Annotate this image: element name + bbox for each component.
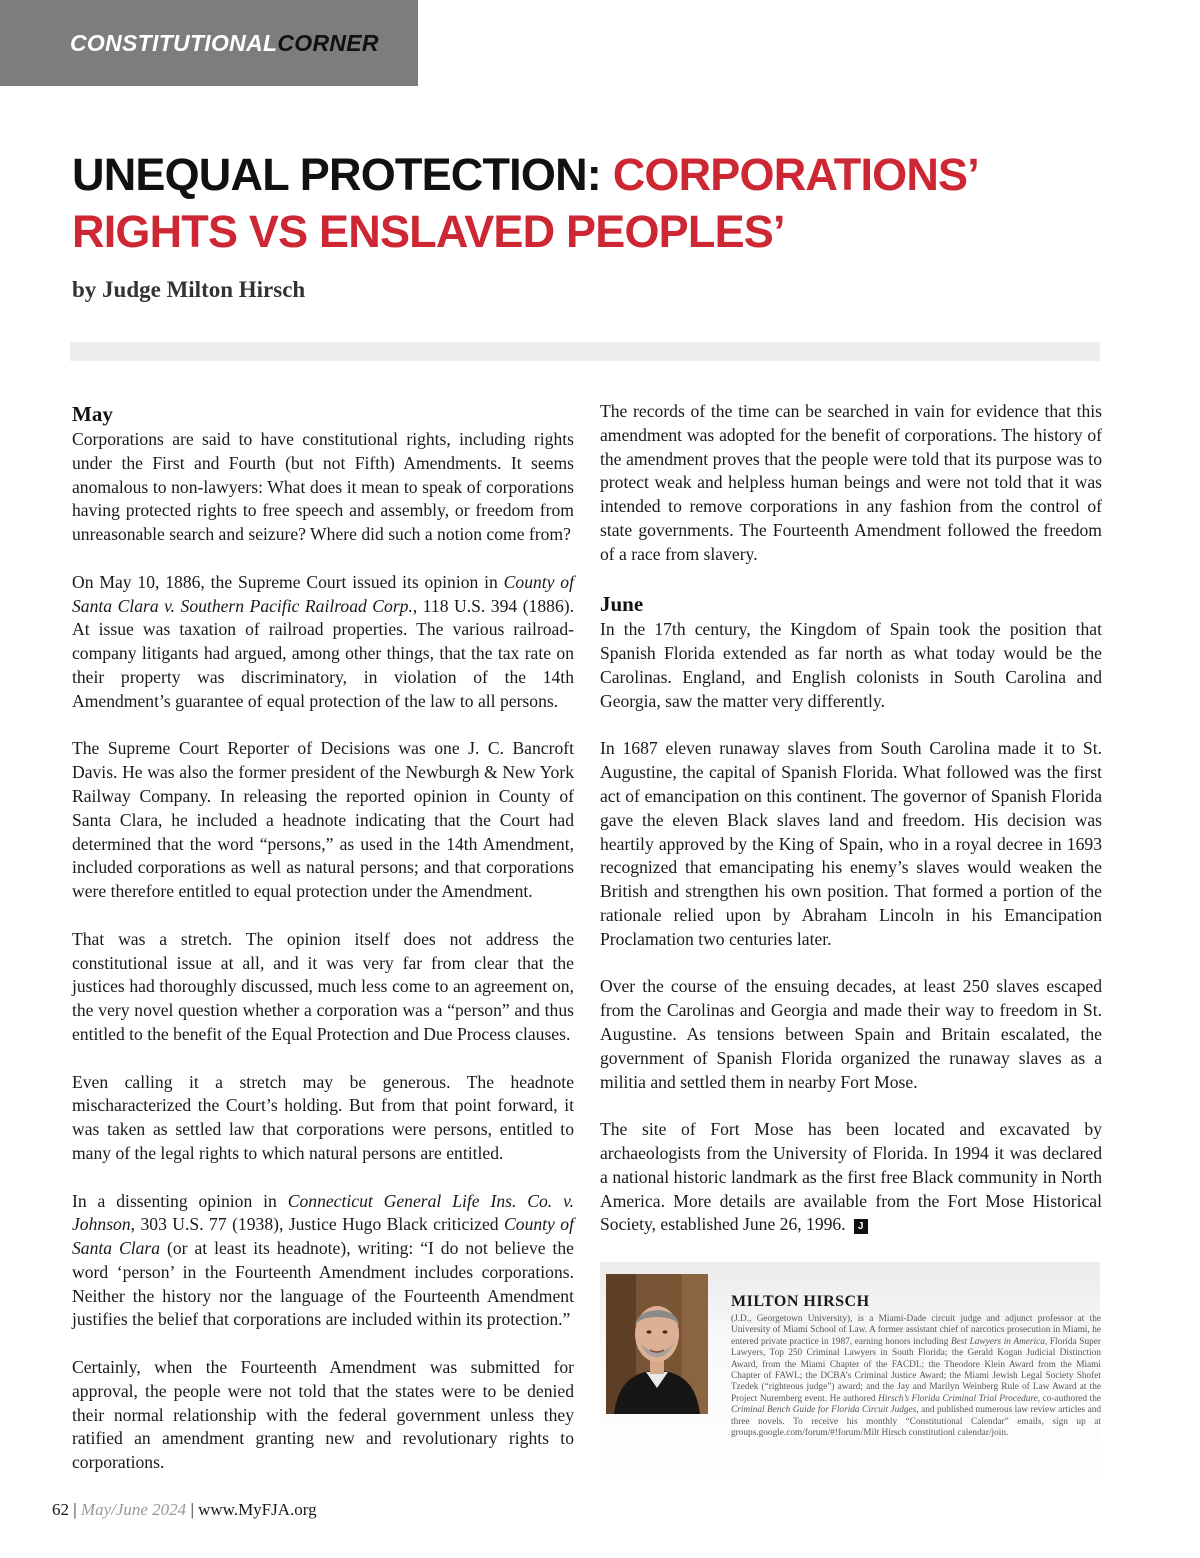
text-run: (or at least its headnote), writing: “I do not believe the word ‘person’ in the Fourteenth Amendment includes corporations. Neither the history nor the language of the Fourteenth Amendment justifies the belief that corporations are included within its protection.”	[72, 1238, 574, 1330]
paragraph	[72, 571, 574, 714]
section-label-part2: CORNER	[277, 30, 379, 56]
paragraph	[72, 1190, 574, 1333]
italic-title: Best Lawyers in America	[950, 1336, 1045, 1347]
paragraph: The Supreme Court Reporter of Decisions was one J. C. Bancroft Davis. He was also the former president of the Newburgh & New York Railway Company. In releasing the reported opinion in County of Santa Clara, he included a headnote indicating that the Court had determined that the word “persons,” as used in the 14th Amendment, included corporations as well as natural persons; and that corporations were therefore entitled to equal protection under the Amendment.	[72, 738, 574, 902]
paragraph: In the 17th century, the Kingdom of Spain took the position that Spanish Florida extended as far north as what today would be the Carolinas. England, and English colonists in South Carolina and Georgia, saw the matter very differently.	[600, 619, 1102, 711]
section-label-part1: CONSTITUTIONAL	[70, 30, 278, 56]
paragraph	[600, 1118, 1102, 1237]
author-photo	[606, 1274, 708, 1414]
paragraph: In 1687 eleven runaway slaves from South Carolina made it to St. Augustine, the capital of Spanish Florida. What followed was the first act of emancipation on this continent. The governor of Spanish Florida gave the eleven Black slaves land and freedom. His decision was heartily approved by the King of Spain, who in a royal decree in 1693 recognized that emancipating his enemy’s slaves would weaken the British and strengthen his own position. That formed a portion of the rationale relied upon by Abraham Lincoln in his Emancipation Proclamation two centuries later.	[600, 738, 1102, 949]
paragraph: Over the course of the ensuing decades, at least 250 slaves escaped from the Carolinas and Georgia and made their way to freedom in St. Augustine. As tensions between Spain and Britain escalated, the government of Spanish Florida organized the runaway slaves as a militia and settled them in nearby Fort Mose.	[600, 976, 1102, 1092]
left-column	[72, 400, 574, 1499]
case-citation: Connecticut General Life Ins. Co. v. Johnson	[72, 1190, 574, 1235]
paragraph: Certainly, when the Fourteenth Amendment was submitted for approval, the people were not told that the states were to be denied their normal relationship with the federal government unless they ratified an amendment granting new and revolutionary rights to corporations.	[72, 1357, 574, 1473]
byline: by Judge Milton Hirsch	[72, 277, 306, 302]
paragraph: Even calling it a stretch may be generous. The headnote mischaracterized the Court’s holding. But from that point forward, it was taken as settled law that corporations were persons, entitled to many of the legal rights to which natural persons are entitled.	[72, 1071, 574, 1163]
author-bio-box	[600, 1262, 1100, 1488]
end-mark-icon: J	[854, 1219, 868, 1234]
paragraph: Corporations are said to have constitutional rights, including rights under the First and Fourth (but not Fifth) Amendments. It seems anomalous to non-lawyers: What does it mean to speak of corporations having protected rights to free speech and assembly, or freedom from unreasonable search and seizure? Where did such a notion come from?	[72, 429, 574, 545]
title-black-part: UNEQUAL PROTECTION:	[72, 149, 613, 200]
section-tab	[0, 0, 418, 86]
article-title	[72, 146, 1132, 260]
text-run: , Florida Super Lawyers, Top 250 Criminal Lawyers in South Florida; the Gerald Kogan Judicial Distinction Award, from the Miami Chapter of the FACDL; the Theodore Klein Award from the Miami Chapter of FAWL; the DCBA’s Criminal Justice Award; the Miami Jewish Legal Society Shofet Tzedek (“righteous judge”) award; and the Jay and Marilyn Weinberg Rule of Law Award at the Project Nuremberg event. He authored	[731, 1336, 1101, 1404]
text-run: The site of Fort Mose has been located and excavated by archaeologists from the University of Florida. In 1994 it was declared a national historic landmark as the first free Black community in North America. More details are available from the Fort Mose Historical Society, established June 26, 1996.	[600, 1119, 1102, 1235]
italic-title: Criminal Bench Guide for Florida Circuit Judges	[731, 1405, 917, 1416]
footer-separator: |	[69, 1500, 81, 1519]
divider-bar	[70, 342, 1100, 361]
text-run: In a dissenting opinion in	[72, 1190, 288, 1211]
title-red-part-1: CORPORATIONS’	[612, 149, 979, 200]
heading-may: May	[72, 402, 113, 426]
case-citation: County of Santa Clara	[72, 1214, 574, 1259]
heading-june: June	[600, 592, 644, 617]
text-run: , 303 U.S. 77 (1938), Justice Hugo Black criticized	[130, 1214, 505, 1235]
text-run: , and published numerous law review articles and three novels. To receive his monthly “Constitutional Calendar” emails, sign up at groups.google.com/forum/#!forum/Milt Hirsch constitutionl calendar/join.	[731, 1405, 1101, 1439]
italic-title: Hirsch’s Florida Criminal Trial Procedure	[878, 1393, 1038, 1404]
text-run: On May 10, 1886, the Supreme Court issued its opinion in	[72, 571, 504, 592]
text-run: , 118 U.S. 394 (1886). At issue was taxation of railroad properties. The various railroad-company litigants had argued, among other things, that the tax rate on their property was discriminatory, in violation of the 14th Amendment’s guarantee of equal protection of the law to all persons.	[72, 595, 574, 711]
text-run: (J.D., Georgetown University), is a Miami-Dade circuit judge and adjunct professor at the University of Miami School of Law. A former assistant chief of narcotics prosecution in Miami, he entered private practice in 1987, earning honors including	[731, 1314, 1101, 1347]
footer-separator: |	[186, 1500, 199, 1519]
paragraph: That was a stretch. The opinion itself does not address the constitutional issue at all, and it was very far from clear that the justices had thoroughly discussed, much less come to an agreement on, the very novel question whether a corporation was a “person” and thus entitled to the benefit of the Equal Protection and Due Process clauses.	[72, 928, 574, 1044]
right-column	[600, 400, 1102, 1261]
website-link[interactable]: www.MyFJA.org	[198, 1500, 317, 1519]
author-portrait-icon	[606, 1274, 708, 1414]
text-run: , co-authored the	[1037, 1393, 1101, 1404]
issue-date: May/June 2024	[80, 1500, 187, 1519]
paragraph: The records of the time can be searched in vain for evidence that this amendment was adopted for the benefit of corporations. The history of the amendment proves that the people were told that its purpose was to protect weak and helpless human beings and were not told that it was intended to remove corporations in any fashion from the control of state governments. The Fourteenth Amendment followed the freedom of a race from slavery.	[600, 401, 1102, 564]
section-label	[70, 30, 379, 57]
case-citation: County of Santa Clara v. Southern Pacific Railroad Corp.	[72, 571, 574, 616]
page-footer	[52, 1500, 317, 1520]
author-bio-text	[731, 1314, 1101, 1439]
author-name: MILTON HIRSCH	[731, 1293, 870, 1310]
page-number: 62	[52, 1500, 69, 1519]
title-red-part-2: RIGHTS VS ENSLAVED PEOPLES’	[72, 206, 785, 257]
